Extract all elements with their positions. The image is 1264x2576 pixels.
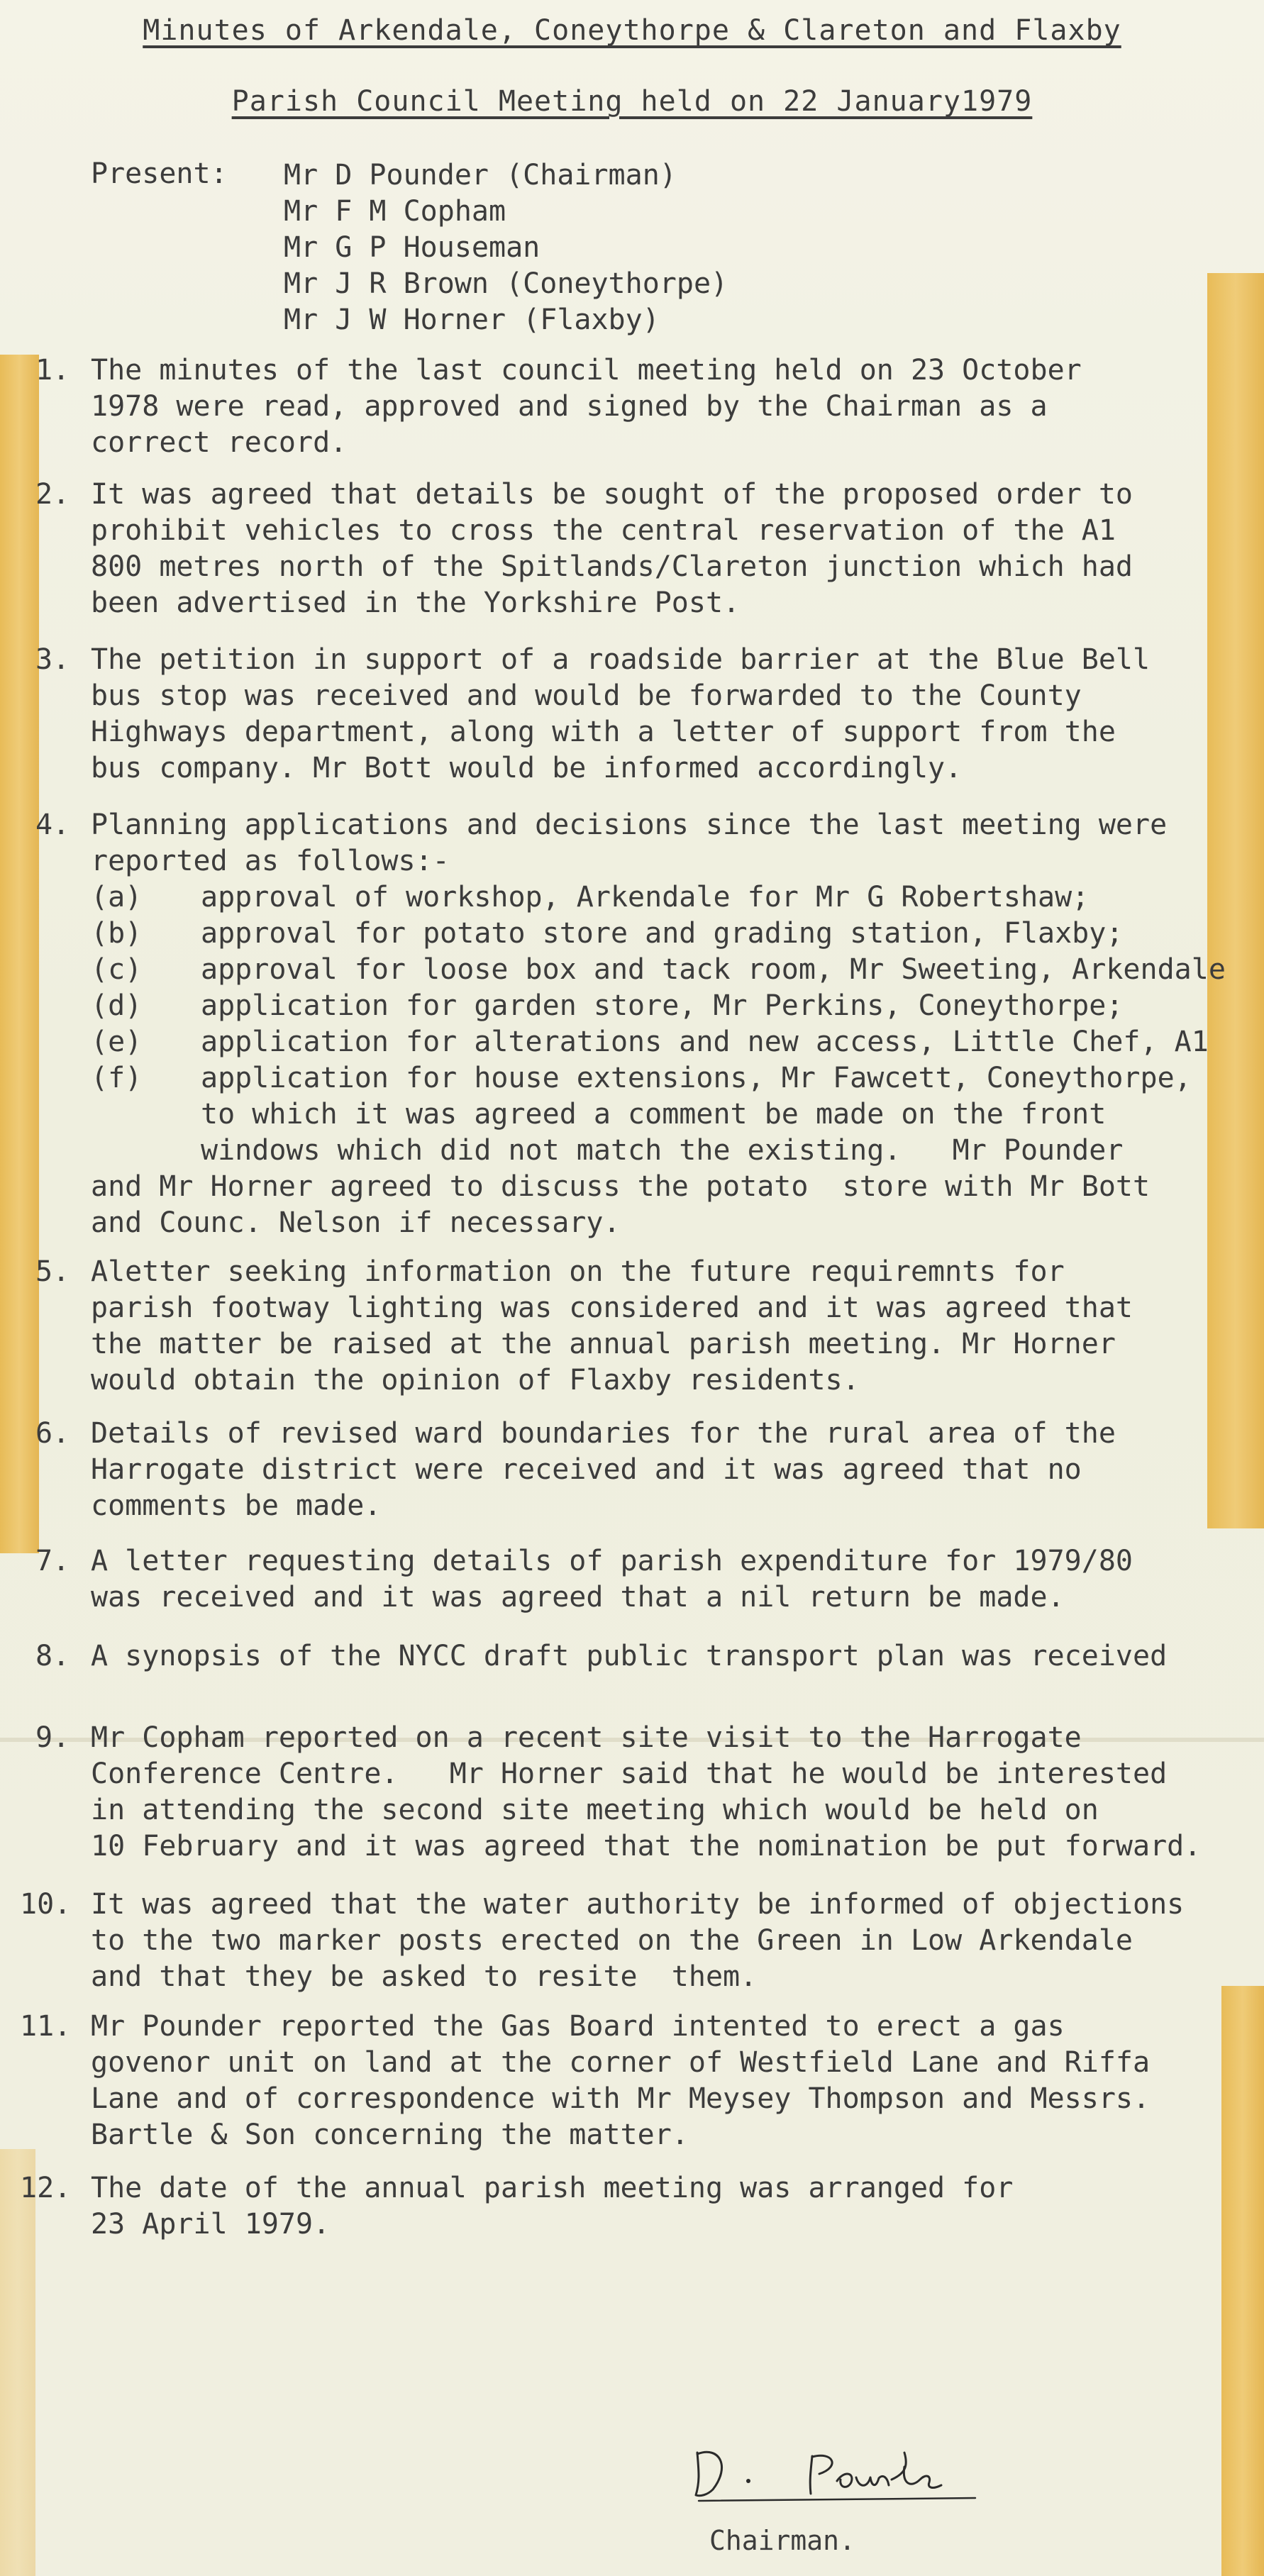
item-number: 9. <box>35 1721 70 1754</box>
item-text: Details of revised ward boundaries for the rural area of the Harrogate district were received and it was agreed that no comments be made. <box>91 1417 1116 1522</box>
item-number: 7. <box>35 1545 70 1577</box>
subitem-text: application for garden store, Mr Perkins, Coneythorpe; <box>201 989 1124 1022</box>
subitem-letter: (b) <box>91 917 143 950</box>
item-number: 6. <box>35 1417 70 1450</box>
item-number: 2. <box>35 478 70 511</box>
subitem-text: approval of workshop, Arkendale for Mr G Robertshaw; <box>201 881 1090 914</box>
item-text: A synopsis of the NYCC draft public transport plan was received <box>91 1640 1168 1672</box>
item-text: The minutes of the last council meeting held on 23 October 1978 were read, approved and signed by the Chairman as a correct record. <box>91 354 1082 459</box>
document-title: Minutes of Arkendale, Coneythorpe & Clareton and Flaxby <box>143 14 1121 47</box>
item-text: Planning applications and decisions since the last meeting were reported as follows:- <box>91 809 1168 877</box>
item-text: Aletter seeking information on the future requiremnts for parish footway lighting was considered and it was agreed that the matter be raised at the annual parish meeting. Mr Horner would obtain the opinion of Flaxby residents. <box>91 1255 1133 1397</box>
subitem-text: application for alterations and new access, Little Chef, A1 <box>201 1026 1209 1058</box>
item-text: Mr Copham reported on a recent site visit to the Harrogate Conference Centre. Mr Horner said that he would be interested in attending the second site meeting which would be held on 10 February and it was agreed that the nomination be put forward. <box>91 1721 1202 1862</box>
item-number: 5. <box>35 1255 70 1288</box>
subitem-text: approval for potato store and grading station, Flaxby; <box>201 917 1124 950</box>
subitem-letter: (f) <box>91 1062 143 1094</box>
attendee-list <box>284 157 728 338</box>
subitem-text: approval for loose box and tack room, Mr Sweeting, Arkendale <box>201 953 1226 986</box>
subitem-continuation: to which it was agreed a comment be made on the front windows which did not match the existing. Mr Pounder <box>201 1098 1124 1167</box>
tape-strip <box>0 2149 35 2576</box>
planning-subitem <box>91 988 1123 1024</box>
item-closing-text: and Mr Horner agreed to discuss the potato store with Mr Bott and Counc. Nelson if necessary. <box>91 1170 1151 1239</box>
item-number: 3. <box>35 643 70 676</box>
item-text: The petition in support of a roadside barrier at the Blue Bell bus stop was received and would be forwarded to the County Highways department, along with a letter of support from the bus company. Mr Bott would be informed accordingly. <box>91 643 1151 784</box>
item-number: 12. <box>20 2172 72 2204</box>
subitem-letter: (d) <box>91 989 143 1022</box>
attendee: Mr F M Copham <box>284 195 506 228</box>
signature-label: Chairman. <box>709 2525 855 2556</box>
item-text: It was agreed that details be sought of the proposed order to prohibit vehicles to cross the central reservation of the A1 800 metres north of the Spitlands/Clareton junction which had been advertised in the Yorkshire Post. <box>91 478 1133 619</box>
item-number: 1. <box>35 354 70 387</box>
attendee: Mr J R Brown (Coneythorpe) <box>284 267 728 300</box>
planning-subitem <box>91 916 1123 952</box>
item-number: 11. <box>20 2010 72 2043</box>
subitem-text: application for house extensions, Mr Fawcett, Coneythorpe, <box>201 1062 1192 1094</box>
chairman-signature <box>692 2438 1018 2502</box>
meeting-subtitle: Parish Council Meeting held on 22 January1979 <box>231 85 1033 118</box>
item-text: Mr Pounder reported the Gas Board intented to erect a gas govenor unit on land at the corner of Westfield Lane and Riffa Lane and of correspondence with Mr Meysey Thompson and Messrs. Bartle & Son concerning the matter. <box>91 2010 1151 2151</box>
planning-subitem <box>91 952 1226 988</box>
attendee: Mr G P Houseman <box>284 231 540 264</box>
planning-subitem <box>91 1060 1192 1097</box>
present-label: Present: <box>91 157 228 190</box>
item-number: 10. <box>20 1888 72 1921</box>
tape-strip <box>0 355 39 1553</box>
planning-subitem <box>91 879 1089 916</box>
item-text: It was agreed that the water authority be informed of objections to the two marker posts erected on the Green in Low Arkendale and that they be asked to resite them. <box>91 1888 1185 1993</box>
attendee: Mr J W Horner (Flaxby) <box>284 304 660 336</box>
subitem-letter: (a) <box>91 881 143 914</box>
item-text: A letter requesting details of parish expenditure for 1979/80 was received and it was agreed that a nil return be made. <box>91 1545 1133 1614</box>
subitem-letter: (c) <box>91 953 143 986</box>
item-text: The date of the annual parish meeting was arranged for 23 April 1979. <box>91 2172 1014 2241</box>
planning-subitem <box>91 1024 1209 1060</box>
subitem-letter: (e) <box>91 1026 143 1058</box>
item-number: 4. <box>35 809 70 841</box>
attendee: Mr D Pounder (Chairman) <box>284 159 677 191</box>
item-number: 8. <box>35 1640 70 1672</box>
